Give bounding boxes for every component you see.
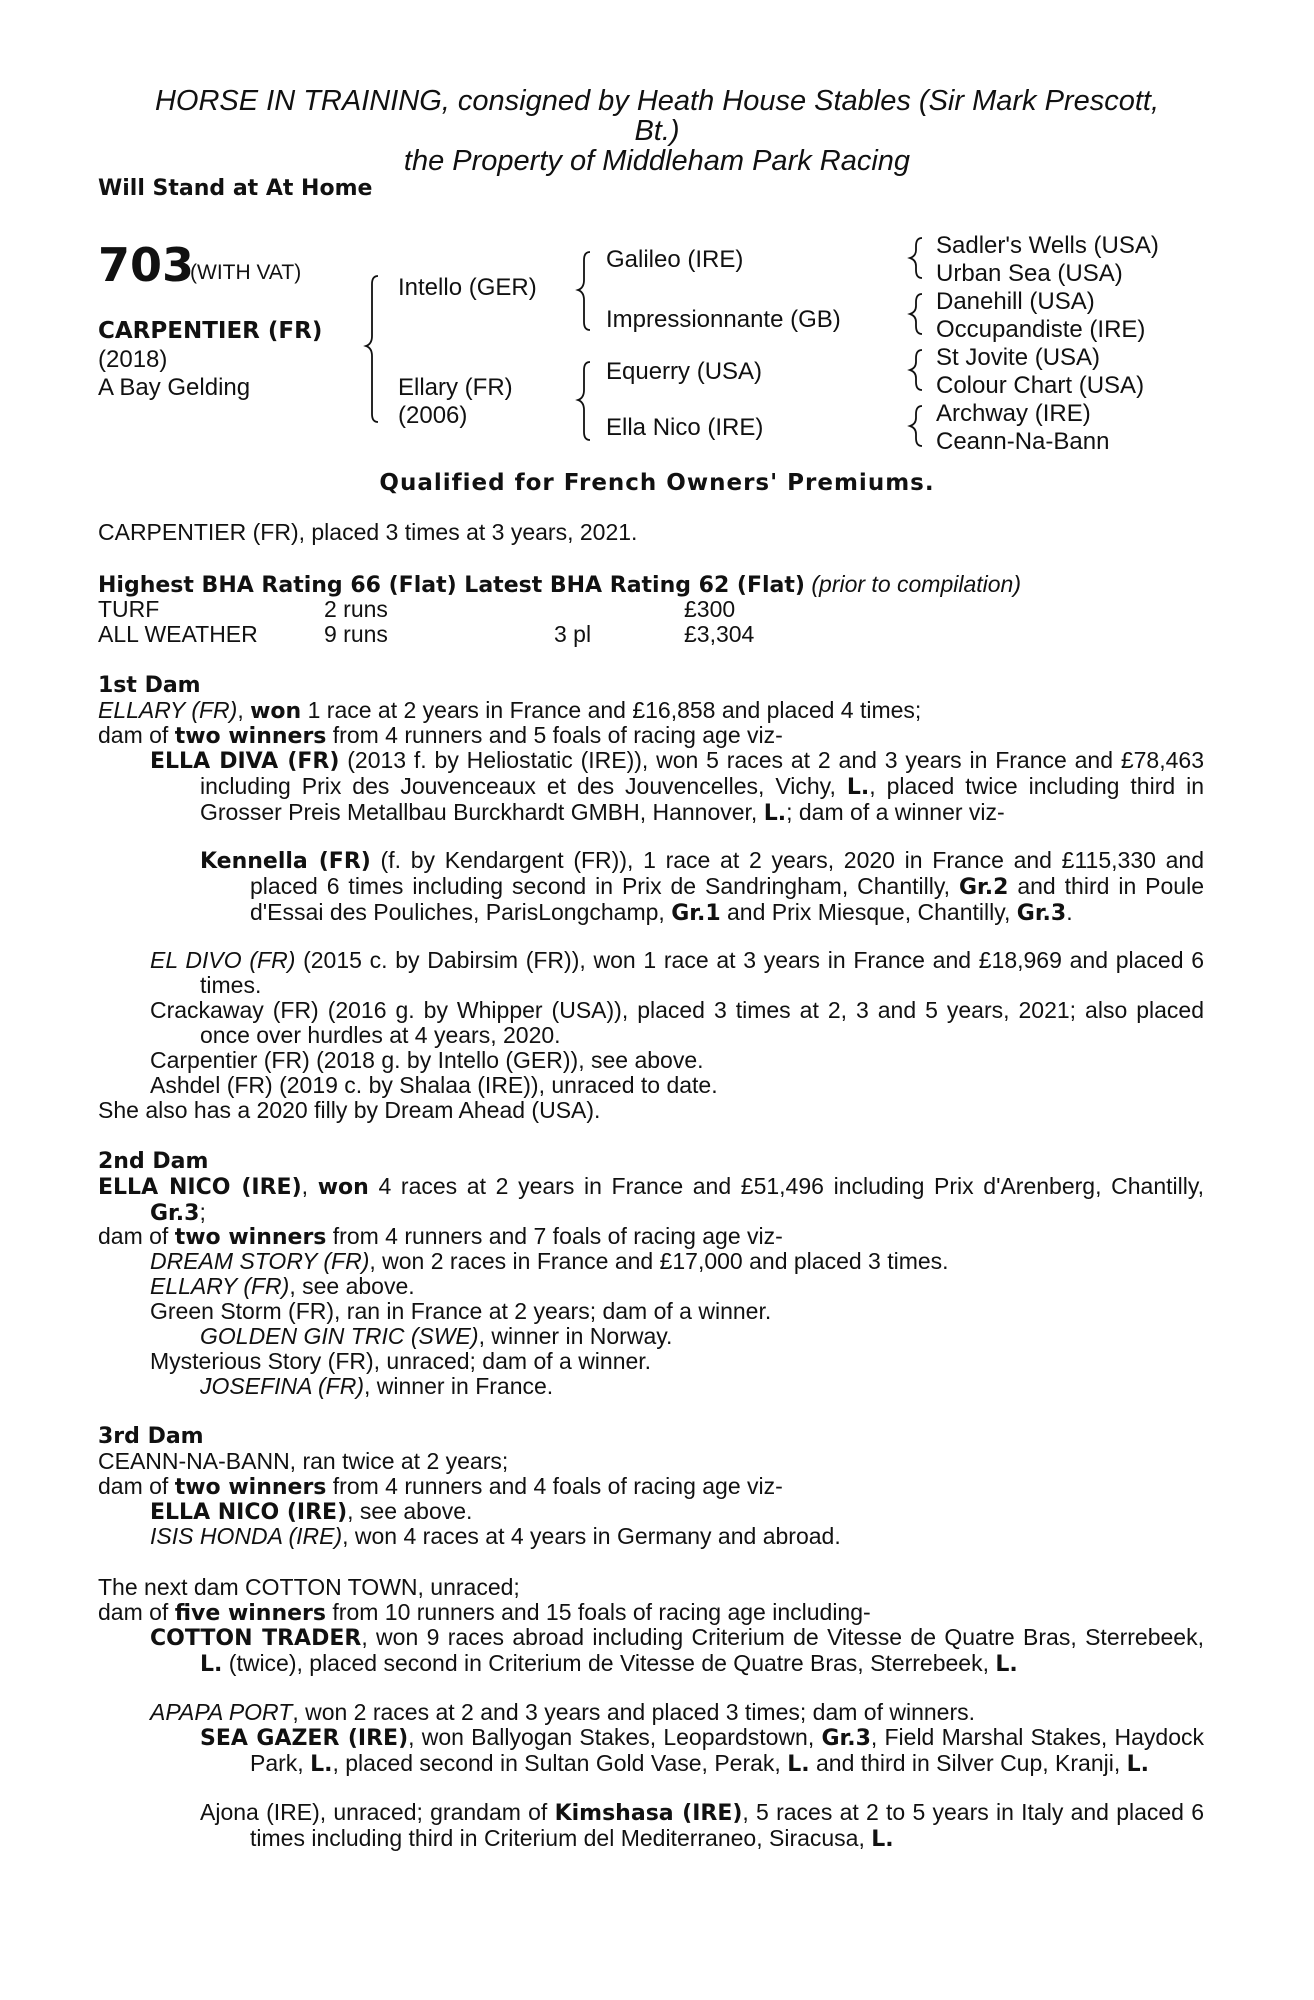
ella-nico-text: , see above. — [347, 1498, 473, 1524]
pedigree-ggs-8: Ceann-Na-Bann — [936, 428, 1110, 455]
kennella-gr2: Gr.2 — [958, 875, 1009, 900]
dream-story-text: , won 2 races in France and £17,000 and placed 3 times. — [369, 1248, 949, 1274]
dam1-heading: 1st Dam — [98, 673, 201, 698]
record-earnings-1: £300 — [684, 596, 736, 622]
ella-diva-listed-1: L. — [846, 775, 870, 800]
cotton-trader-entry — [150, 1625, 1204, 1677]
dam3-damof: dam of — [98, 1473, 175, 1499]
green-storm-entry: Green Storm (FR), ran in France at 2 years; dam of a winner. — [150, 1298, 772, 1324]
pedigree-granddam-1: Impressionnante (GB) — [606, 306, 841, 333]
dam2-name: ELLA NICO (IRE) — [98, 1175, 302, 1200]
rating-italic: (prior to compilation) — [811, 571, 1022, 597]
lot-number: 703 — [98, 238, 195, 292]
cotton-trader-text-1: , won 9 races abroad including Criterium de Vitesse de Quatre Bras, Sterrebeek, — [361, 1624, 1204, 1650]
header-line-2: Bt.) — [634, 115, 680, 147]
pedigree-sire: Intello (GER) — [398, 274, 537, 301]
ella-diva-entry — [150, 748, 1204, 826]
kennella-text-3: and Prix Miesque, Chantilly, — [720, 899, 1017, 925]
horse-year: (2018) — [98, 346, 168, 373]
dam1-runners: from 4 runners and 5 foals of racing age viz- — [326, 722, 783, 748]
nextdam-runners: from 10 runners and 15 foals of racing age including- — [326, 1599, 871, 1625]
dam2-heading: 2nd Dam — [98, 1149, 209, 1174]
rating-bold: Highest BHA Rating 66 (Flat) Latest BHA Rating 62 (Flat) — [98, 573, 805, 598]
kennella-text-1: (f. by Kendargent (FR)), 1 race at 2 years, 2020 in France and £115,330 and placed 6 times including second in Prix de Sandringham, Chantilly, — [250, 847, 1204, 899]
ella-diva-text-1: (2013 f. by Heliostatic (IRE)), won 5 races at 2 and 3 years in France and £78,463 including Prix des Jouvenceaux et des Jouvencelles, Vichy, — [200, 747, 1204, 799]
dam3-runners: from 4 runners and 4 foals of racing age viz- — [326, 1473, 783, 1499]
carpentier-entry: Carpentier (FR) (2018 g. by Intello (GER)), see above. — [150, 1047, 704, 1073]
dam1-damof: dam of — [98, 722, 175, 748]
ella-nico-entry — [150, 1499, 472, 1525]
record-earnings-2: £3,304 — [684, 621, 755, 647]
summary: CARPENTIER (FR), placed 3 times at 3 years, 2021. — [98, 519, 638, 545]
ashdel-entry: Ashdel (FR) (2019 c. by Shalaa (IRE)), unraced to date. — [150, 1072, 718, 1098]
isis-honda-entry — [150, 1524, 841, 1549]
record-surface-2: ALL WEATHER — [98, 621, 258, 647]
pedigree-grandsire-2: Equerry (USA) — [606, 358, 763, 385]
dam3-line2 — [98, 1474, 783, 1500]
pedigree-ggs-6: Colour Chart (USA) — [936, 372, 1145, 399]
ellary-name: ELLARY (FR) — [150, 1273, 290, 1299]
nextdam-line2 — [98, 1600, 871, 1626]
dam1-line2 — [98, 723, 783, 749]
sea-gazer-text-2: , Field Marshal Stakes, Haydock Park, — [250, 1724, 1205, 1776]
sea-gazer-entry — [200, 1725, 1204, 1777]
dam1-line1 — [98, 698, 921, 724]
apapa-port-name: APAPA PORT — [150, 1699, 293, 1725]
sea-gazer-text-3: , placed second in Sultan Gold Vase, Perak, — [332, 1750, 788, 1776]
dam2-sep: , — [301, 1173, 318, 1199]
el-divo-entry — [150, 948, 1204, 998]
josefina-name: JOSEFINA (FR) — [200, 1373, 364, 1399]
josefina-entry — [200, 1374, 553, 1399]
isis-honda-name: ISIS HONDA (IRE) — [150, 1523, 343, 1549]
apapa-port-entry — [150, 1700, 975, 1725]
vat-note: (WITH VAT) — [190, 261, 302, 284]
ajona-text-1: Ajona (IRE), unraced; grandam of — [200, 1799, 555, 1825]
qualified-note: Qualified for French Owners' Premiums. — [379, 470, 935, 496]
dam2-entry — [98, 1174, 1204, 1226]
sea-gazer-listed-3: L. — [1126, 1752, 1150, 1777]
pedigree-ggs-3: Danehill (USA) — [936, 288, 1095, 315]
header-line-1: HORSE IN TRAINING, consigned by Heath House Stables (Sir Mark Prescott, — [154, 85, 1160, 117]
el-divo-name: EL DIVO (FR) — [150, 947, 296, 973]
crackaway-entry — [150, 998, 1204, 1048]
dam1-sep: , — [237, 697, 251, 723]
ajona-text-2: , 5 races at 2 to 5 years in Italy and placed 6 times including third in Criterium del Mediterraneo, Siracusa, — [250, 1799, 1205, 1851]
apapa-port-text: , won 2 races at 2 and 3 years and placed 3 times; dam of winners. — [292, 1699, 976, 1725]
record-surface-1: TURF — [98, 596, 160, 622]
dam3-heading: 3rd Dam — [98, 1424, 204, 1449]
stand-note: Will Stand at At Home — [98, 176, 373, 201]
sea-gazer-name: SEA GAZER (IRE) — [200, 1726, 409, 1751]
dam2-runners: from 4 runners and 7 foals of racing age viz- — [326, 1223, 783, 1249]
ellary-text: , see above. — [289, 1273, 415, 1299]
dam1-won: won — [250, 699, 302, 724]
golden-gin-text: , winner in Norway. — [478, 1323, 673, 1349]
dam2-line2 — [98, 1224, 783, 1250]
dam1-record: 1 race at 2 years in France and £16,858 and placed 4 times; — [301, 697, 922, 723]
dam1-winners: two winners — [174, 724, 327, 749]
nextdam-winners: five winners — [174, 1601, 327, 1626]
nextdam-damof: dam of — [98, 1599, 175, 1625]
kennella-name: Kennella (FR) — [200, 849, 371, 874]
dam2-semi: ; — [199, 1199, 206, 1225]
dream-story-name: DREAM STORY (FR) — [150, 1248, 370, 1274]
pedigree-ggs-7: Archway (IRE) — [936, 400, 1091, 427]
pedigree-ggs-5: St Jovite (USA) — [936, 344, 1101, 371]
horse-name: CARPENTIER (FR) — [98, 318, 323, 344]
nextdam-line1: The next dam COTTON TOWN, unraced; — [98, 1574, 520, 1600]
pedigree-granddam-2: Ella Nico (IRE) — [606, 414, 764, 441]
pedigree-dam: Ellary (FR) — [398, 374, 513, 401]
ella-diva-text-3: ; dam of a winner viz- — [786, 799, 1005, 825]
ella-diva-listed-2: L. — [763, 801, 787, 826]
kennella-text-2: and third in Poule d'Essai des Pouliches, ParisLongchamp, — [250, 873, 1204, 925]
mysterious-story-entry: Mysterious Story (FR), unraced; dam of a winner. — [150, 1348, 652, 1374]
kennella-period: . — [1066, 899, 1073, 925]
kennella-entry — [200, 848, 1204, 926]
cotton-trader-text-2: (twice), placed second in Criterium de Vitesse de Quatre Bras, Sterrebeek, — [222, 1650, 996, 1676]
ajona-listed: L. — [871, 1827, 894, 1852]
crackaway-text: Crackaway (FR) (2016 g. by Whipper (USA)), placed 3 times at 2, 3 and 5 years, 2021; also placed once over hurdles at 4 years, 2020. — [150, 997, 1204, 1048]
header-line-3: the Property of Middleham Park Racing — [403, 145, 911, 177]
ella-nico-name: ELLA NICO (IRE) — [150, 1500, 348, 1525]
golden-gin-entry — [200, 1324, 672, 1349]
record-placed-2: 3 pl — [554, 621, 592, 647]
dam3-winners: two winners — [174, 1475, 327, 1500]
kimshasa-name: Kimshasa (IRE) — [554, 1801, 743, 1826]
isis-honda-text: , won 4 races at 4 years in Germany and abroad. — [342, 1523, 841, 1549]
kennella-gr3: Gr.3 — [1016, 901, 1067, 926]
pedigree-dam-year: (2006) — [398, 402, 468, 429]
josefina-text: , winner in France. — [363, 1373, 554, 1399]
pedigree-grandsire-1: Galileo (IRE) — [606, 246, 744, 273]
golden-gin-name: GOLDEN GIN TRIC (SWE) — [200, 1323, 479, 1349]
sea-gazer-listed-2: L. — [787, 1752, 810, 1777]
pedigree-ggs-4: Occupandiste (IRE) — [936, 316, 1146, 343]
ella-diva-text-2: , placed twice including third in Grosser Preis Metallbau Burckhardt GMBH, Hannover, — [200, 773, 1205, 825]
filly-note: She also has a 2020 filly by Dream Ahead (USA). — [98, 1097, 601, 1123]
cotton-trader-listed-2: L. — [995, 1652, 1018, 1677]
dam2-damof: dam of — [98, 1223, 175, 1249]
dam2-record: 4 races at 2 years in France and £51,496 including Prix d'Arenberg, Chantilly, — [368, 1173, 1205, 1199]
sea-gazer-text-1: , won Ballyogan Stakes, Leopardstown, — [408, 1724, 822, 1750]
dam2-winners: two winners — [174, 1225, 327, 1250]
pedigree-ggs-1: Sadler's Wells (USA) — [936, 232, 1159, 259]
rating-line — [98, 572, 1021, 598]
kennella-gr1: Gr.1 — [671, 901, 721, 926]
el-divo-text: (2015 c. by Dabirsim (FR)), won 1 race at 3 years in France and £18,969 and placed 6 times. — [200, 947, 1204, 998]
ellary-entry — [150, 1274, 415, 1299]
record-runs-1: 2 runs — [324, 596, 388, 622]
dam2-won: won — [317, 1175, 369, 1200]
dam1-name: ELLARY (FR) — [98, 697, 238, 723]
sea-gazer-listed-1: L. — [310, 1752, 333, 1777]
horse-description: A Bay Gelding — [98, 374, 251, 401]
cotton-trader-listed-1: L. — [200, 1652, 223, 1677]
dream-story-entry — [150, 1249, 949, 1274]
ajona-entry — [200, 1800, 1204, 1852]
pedigree-ggs-2: Urban Sea (USA) — [936, 260, 1123, 287]
dam2-gr3: Gr.3 — [150, 1201, 200, 1226]
dam3-line1: CEANN-NA-BANN, ran twice at 2 years; — [98, 1448, 509, 1474]
sea-gazer-text-4: and third in Silver Cup, Kranji, — [809, 1750, 1127, 1776]
record-runs-2: 9 runs — [324, 621, 388, 647]
sea-gazer-gr3: Gr.3 — [821, 1726, 871, 1751]
ella-diva-name: ELLA DIVA (FR) — [150, 749, 340, 774]
cotton-trader-name: COTTON TRADER — [150, 1626, 362, 1651]
